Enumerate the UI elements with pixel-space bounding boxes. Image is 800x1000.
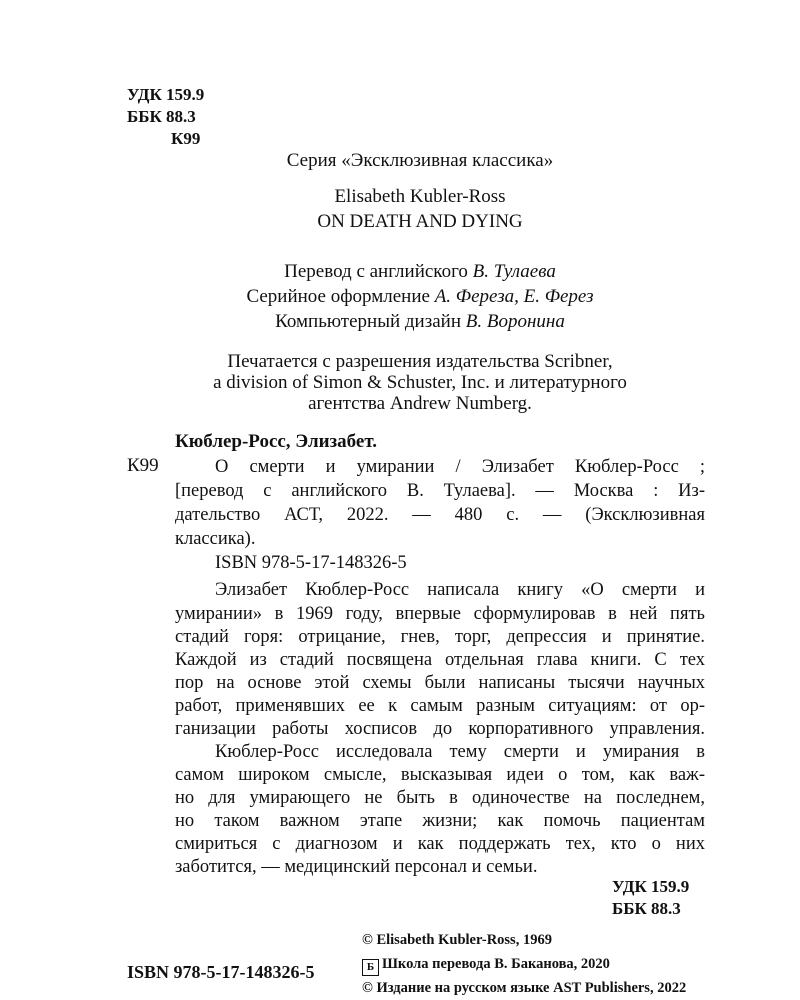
credit-name: В. Воронина (465, 311, 565, 332)
annotation-line: ганизации работы хосписов до корпоративного управления. (175, 719, 705, 739)
permission-line: Печатается с разрешения издательства Scribner, (227, 351, 613, 372)
annotation-line: смириться с диагнозом и как поддержать тех, кто о них (175, 834, 705, 854)
credit-role: Перевод с английского (284, 261, 468, 282)
annotation-line: Кюблер-Росс исследовала тему смерти и умирания в (215, 742, 705, 762)
annotation-line: работ, применявших ее к самым разным ситуациям: от ор- (175, 696, 705, 716)
original-title: ON DEATH AND DYING (317, 211, 523, 232)
copyright-line: © Издание на русском языке AST Publishers, 2022 (362, 980, 687, 996)
isbn-bottom: ISBN 978-5-17-148326-5 (127, 962, 315, 982)
credit-role: Компьютерный дизайн (275, 311, 462, 332)
catalog-line: дательство АСТ, 2022. — 480 с. — (Эксклюзивная (175, 505, 705, 525)
annotation-line: Каждой из стадий посвящена отдельная глава книги. С тех (175, 650, 705, 670)
annotation-line: стадий горя: отрицание, гнев, торг, депрессия и принятие. (175, 627, 705, 647)
credit-role: Серийное оформление (246, 286, 430, 307)
original-author: Elisabeth Kubler-Ross (334, 186, 506, 207)
copyright-text: Школа перевода В. Баканова, 2020 (382, 956, 610, 972)
credit-series-design (20, 286, 800, 308)
annotation-line: но таком важном этапе жизни; как помочь пациентам (175, 811, 705, 831)
copyright-line: © Elisabeth Kubler-Ross, 1969 (362, 932, 552, 948)
permission-line: a division of Simon & Schuster, Inc. и литературного (213, 372, 627, 393)
credit-translation (20, 261, 800, 283)
catalog-isbn: ISBN 978-5-17-148326-5 (215, 553, 407, 573)
bbk-code: ББК 88.3 (127, 107, 196, 126)
credit-name: А. Фереза, Е. Ферез (434, 286, 594, 307)
catalog-heading: Кюблер-Росс, Элизабет. (175, 431, 378, 452)
catalog-line: О смерти и умирании / Элизабет Кюблер-Росс ; (215, 457, 705, 477)
copyright-line (362, 956, 610, 976)
annotation-line: заботится, — медицинский персонал и семьи. (175, 857, 538, 877)
catalog-mark: К99 (127, 455, 159, 476)
catalog-line: [перевод с английского В. Тулаева]. — Москва : Из- (175, 481, 705, 501)
credit-computer-design (20, 311, 800, 333)
udk-code: УДК 159.9 (127, 85, 205, 104)
catalog-line: классика). (175, 529, 256, 549)
bottom-bbk: ББК 88.3 (612, 899, 681, 918)
series-line: Серия «Эксклюзивная классика» (286, 150, 554, 171)
permission-line: агентства Andrew Numberg. (308, 393, 532, 414)
annotation-line: но для умирающего не быть в одиночестве на последнем, (175, 788, 705, 808)
author-mark: К99 (171, 129, 201, 148)
annotation-line: самом широком смысле, высказывая идеи о том, как важ- (175, 765, 705, 785)
credit-name: В. Тулаева (472, 261, 556, 282)
translation-school-logo-icon: Б (362, 959, 379, 976)
bottom-udk: УДК 159.9 (612, 877, 690, 896)
annotation-line: пор на основе этой схемы были написаны тысячи научных (175, 673, 705, 693)
annotation-line: Элизабет Кюблер-Росс написала книгу «О смерти и (215, 580, 705, 600)
annotation-line: умирании» в 1969 году, впервые сформулировав в ней пять (175, 604, 705, 624)
